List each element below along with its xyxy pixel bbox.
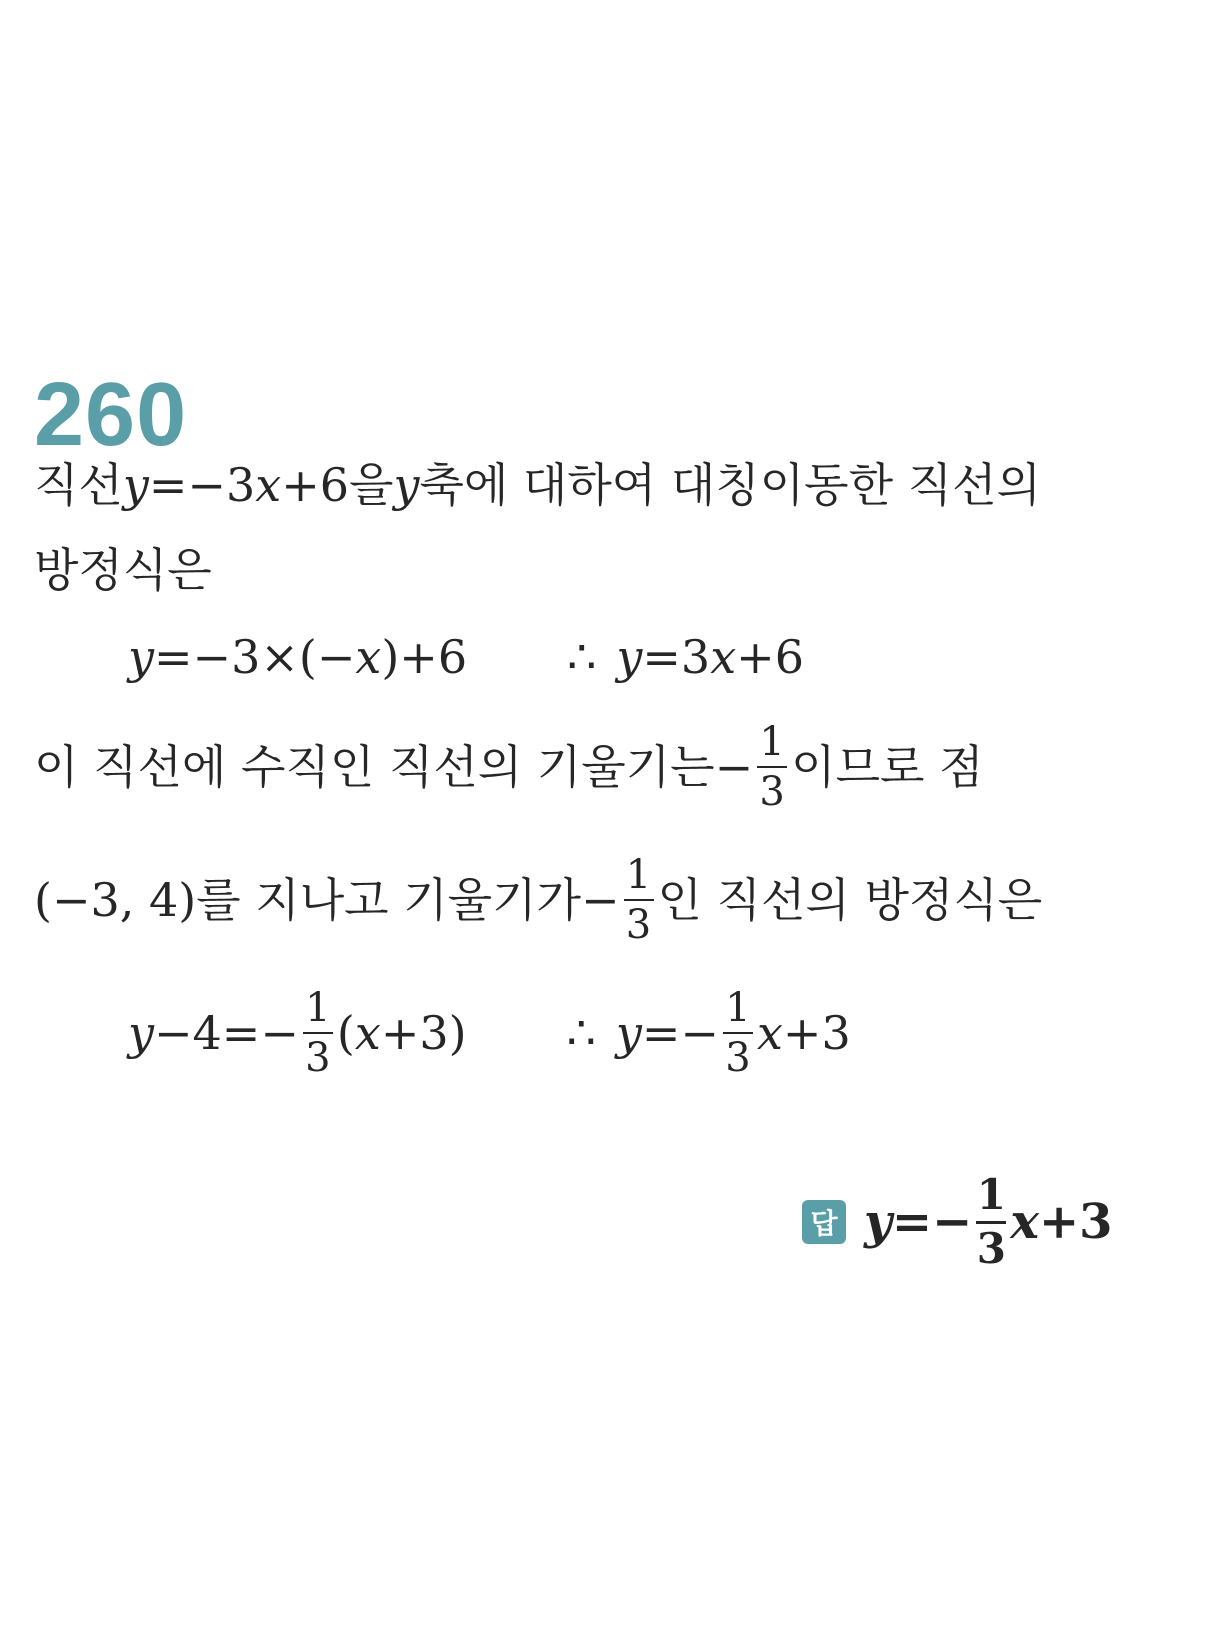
math-expr: ( bbox=[336, 1006, 355, 1060]
text: 이 직선에 수직인 직선의 기울기는 bbox=[34, 740, 715, 794]
text: 이므로 점 bbox=[791, 740, 984, 794]
numerator: 1 bbox=[305, 985, 331, 1031]
math-expr: )+6 bbox=[381, 630, 468, 684]
solution-line-4 bbox=[34, 845, 1042, 955]
answer bbox=[802, 1172, 1113, 1272]
math-var: x bbox=[710, 630, 737, 684]
math-var: x bbox=[354, 1006, 381, 1060]
math-expr: +6 bbox=[281, 458, 349, 512]
text: 직선 bbox=[34, 458, 123, 512]
solution-line-3 bbox=[34, 712, 984, 822]
math-expr: +3) bbox=[380, 1006, 467, 1060]
math-expr: =3 bbox=[642, 630, 711, 684]
math-expr: =−3×(− bbox=[154, 630, 356, 684]
math-expr: +3 bbox=[1038, 1194, 1113, 1250]
fraction-bar bbox=[624, 899, 654, 901]
text: 인 직선의 방정식은 bbox=[657, 873, 1043, 927]
math-expr: − bbox=[580, 873, 620, 927]
math-var: y bbox=[128, 1006, 154, 1060]
numerator: 1 bbox=[725, 985, 751, 1031]
numerator: 1 bbox=[976, 1170, 1006, 1220]
text: 축에 대하여 대칭이동한 직선의 bbox=[419, 458, 1041, 512]
equation-2 bbox=[128, 978, 851, 1088]
math-var: x bbox=[756, 1006, 783, 1060]
solution-line-1 bbox=[34, 460, 1041, 510]
math-var: y bbox=[128, 630, 154, 684]
denominator: 3 bbox=[725, 1035, 751, 1081]
math-var: y bbox=[122, 458, 149, 512]
text: 을 bbox=[349, 458, 394, 512]
math-var: x bbox=[355, 630, 382, 684]
math-expr: − bbox=[714, 740, 754, 794]
fraction bbox=[976, 1170, 1006, 1273]
equation-1 bbox=[128, 632, 804, 682]
solution-line-2 bbox=[34, 545, 212, 595]
math-var: y bbox=[864, 1194, 892, 1250]
text: 를 지나고 기울기가 bbox=[196, 873, 581, 927]
therefore-symbol: ∴ bbox=[567, 630, 597, 684]
math-var: x bbox=[1010, 1194, 1039, 1250]
math-expr: +3 bbox=[782, 1006, 851, 1060]
numerator: 1 bbox=[759, 719, 785, 765]
math-var: y bbox=[616, 630, 643, 684]
math-expr: (−3, 4) bbox=[34, 873, 197, 927]
fraction bbox=[624, 854, 654, 946]
answer-badge: 답 bbox=[802, 1200, 846, 1244]
denominator: 3 bbox=[759, 769, 785, 815]
denominator: 3 bbox=[625, 902, 652, 948]
fraction-bar bbox=[757, 766, 787, 768]
therefore-symbol: ∴ bbox=[566, 1006, 596, 1060]
fraction-bar bbox=[723, 1032, 753, 1034]
fraction bbox=[757, 721, 787, 813]
text: 방정식은 bbox=[34, 543, 212, 597]
math-expr: =− bbox=[641, 1006, 719, 1060]
math-expr: =− bbox=[891, 1194, 973, 1250]
denominator: 3 bbox=[305, 1035, 331, 1081]
fraction-bar bbox=[303, 1032, 333, 1034]
problem-number: 260 bbox=[34, 365, 188, 465]
numerator: 1 bbox=[625, 852, 652, 898]
denominator: 3 bbox=[976, 1223, 1006, 1273]
math-var: y bbox=[393, 458, 420, 512]
fraction bbox=[723, 987, 753, 1079]
math-var: y bbox=[615, 1006, 642, 1060]
math-var: x bbox=[255, 458, 282, 512]
math-expr: =−3 bbox=[148, 458, 256, 512]
math-expr: +6 bbox=[736, 630, 804, 684]
math-expr: −4=− bbox=[154, 1006, 299, 1060]
fraction bbox=[303, 987, 333, 1079]
